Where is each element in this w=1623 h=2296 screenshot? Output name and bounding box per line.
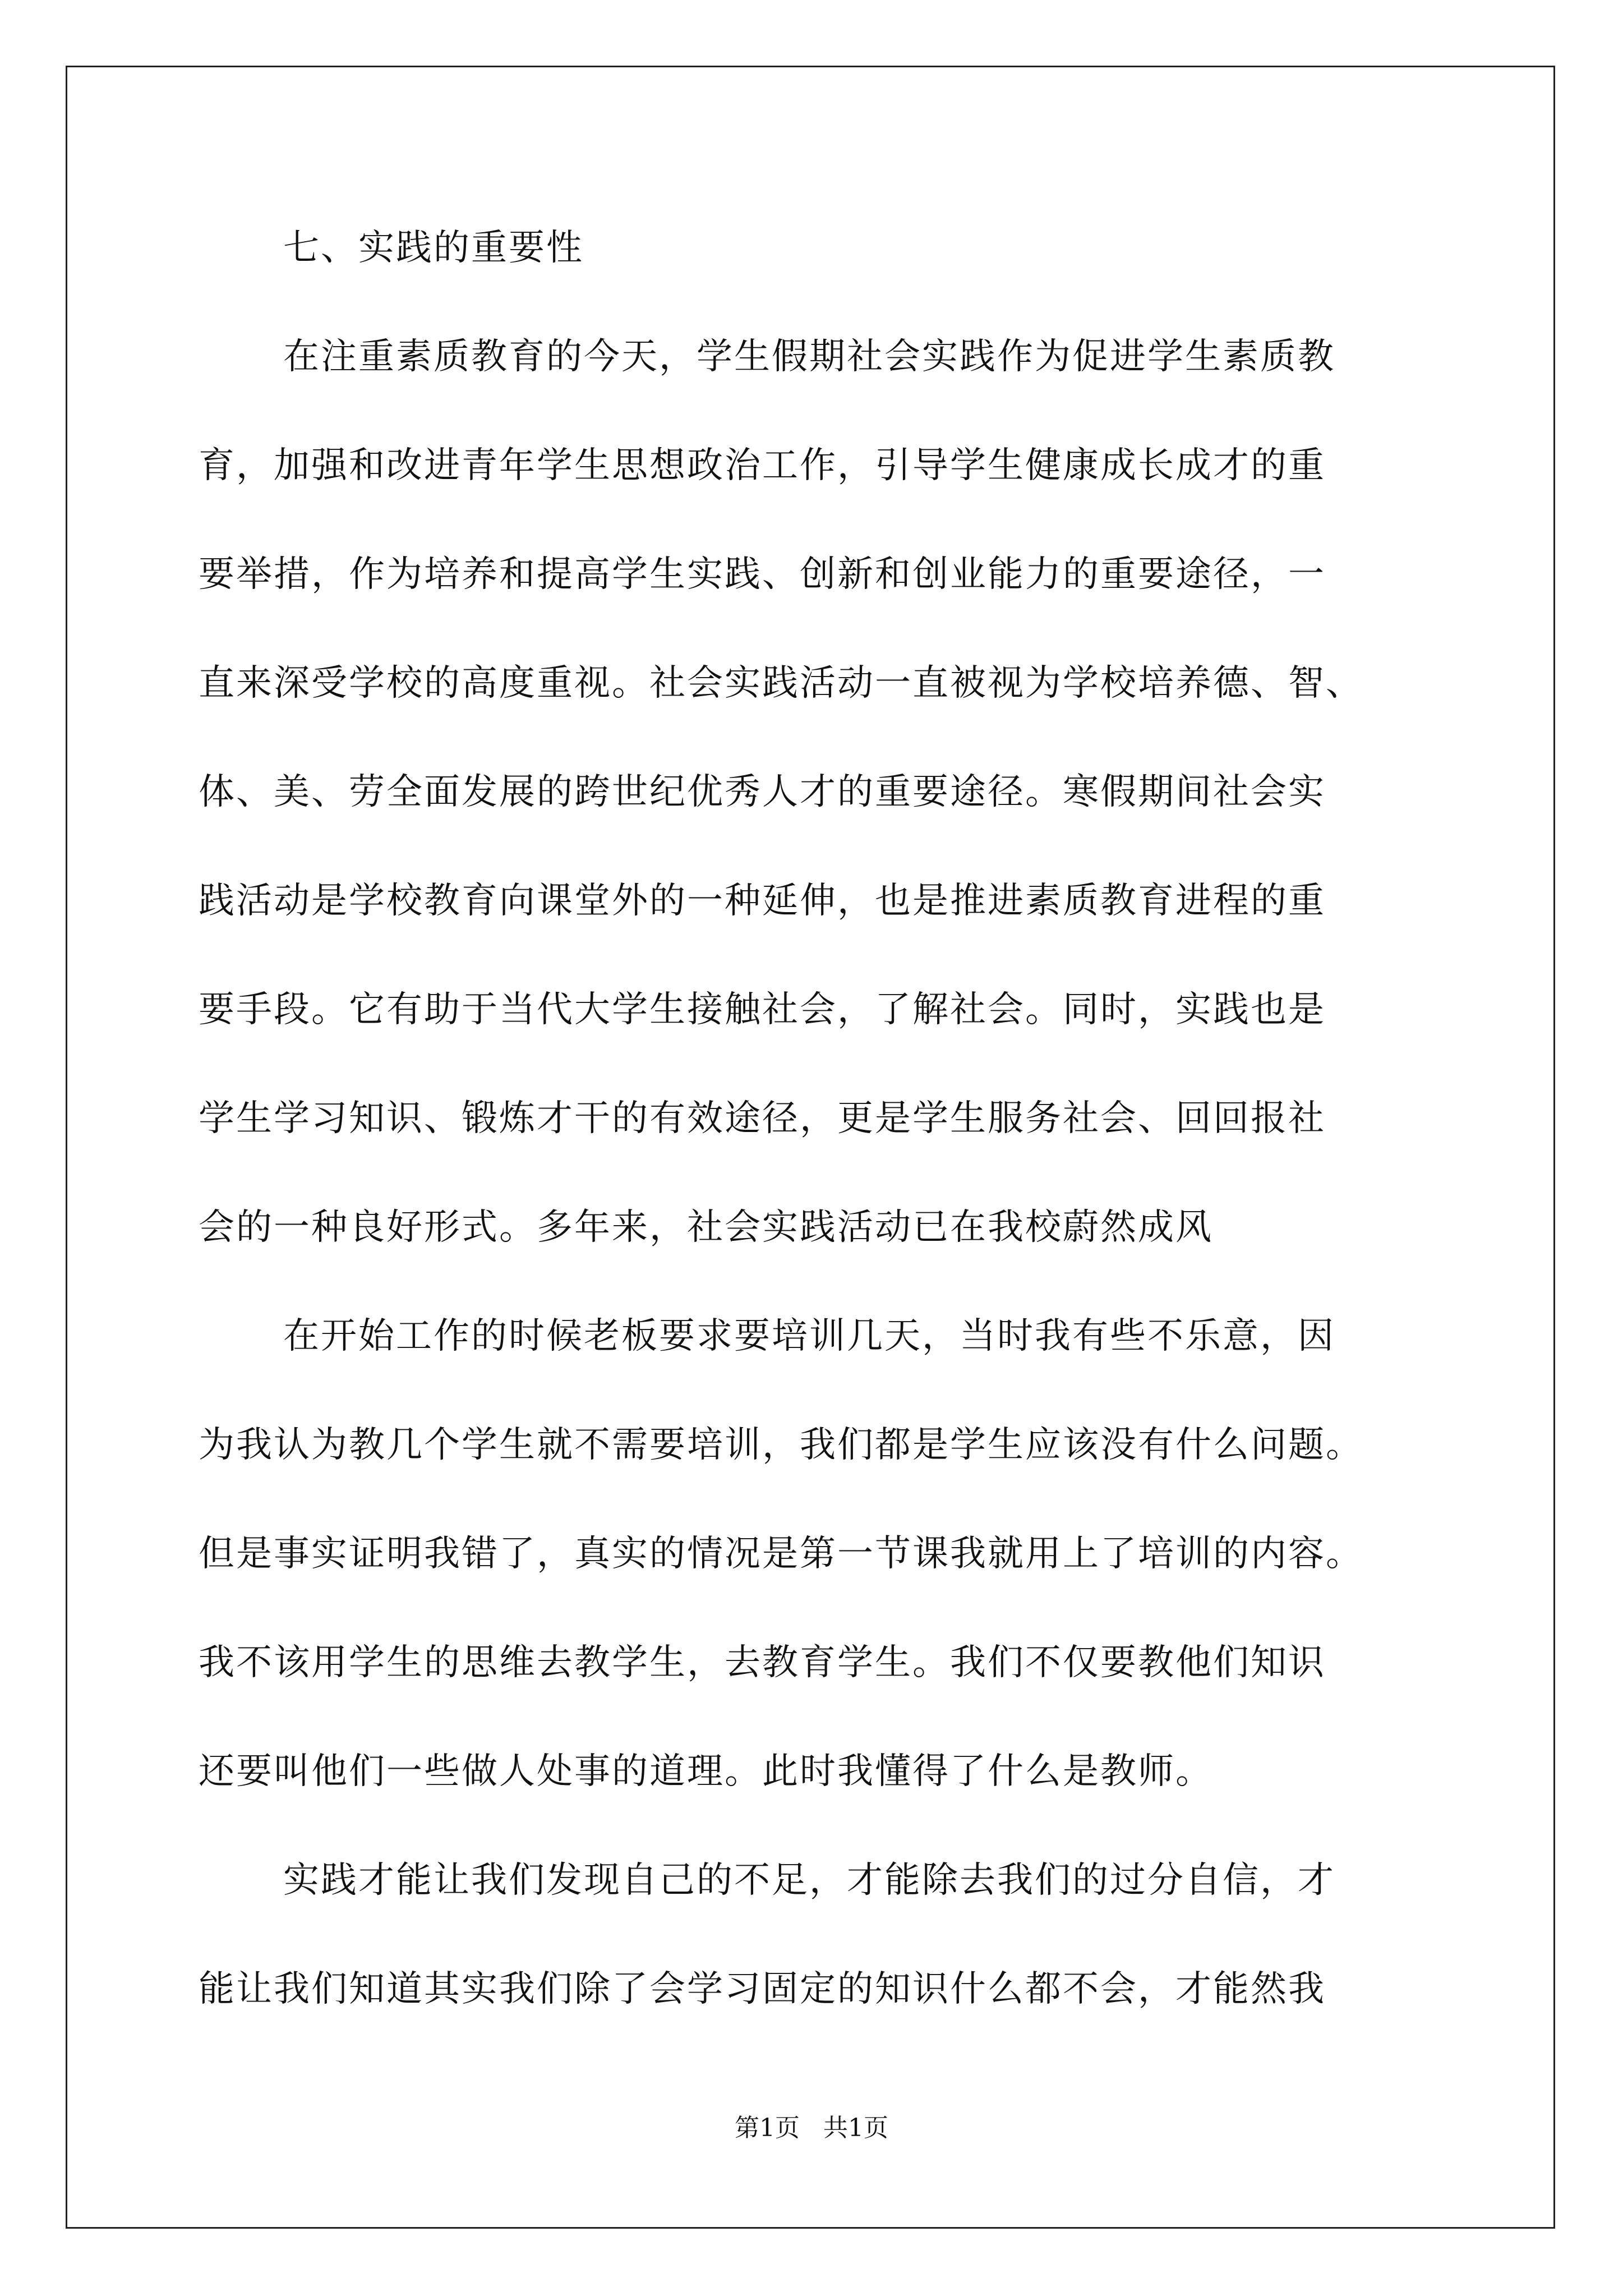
paragraph-1-line-7: 要手段。它有助于当代大学生接触社会，了解社会。同时，实践也是 [199, 989, 1326, 1030]
paragraph-1-line-4: 直来深受学校的高度重视。社会实践活动一直被视为学校培养德、智、 [199, 662, 1363, 704]
paragraph-1-line-2: 育，加强和改进青年学生思想政治工作，引导学生健康成长成才的重 [199, 445, 1326, 486]
paragraph-2-line-1: 在开始工作的时候老板要求要培训几天，当时我有些不乐意，因 [283, 1315, 1335, 1357]
section-heading: 七、实践的重要性 [283, 227, 584, 269]
paragraph-1-line-5: 体、美、劳全面发展的跨世纪优秀人才的重要途径。寒假期间社会实 [199, 771, 1326, 813]
paragraph-1-line-1: 在注重素质教育的今天，学生假期社会实践作为促进学生素质教 [283, 336, 1335, 378]
paragraph-2-line-4: 我不该用学生的思维去教学生，去教育学生。我们不仅要教他们知识 [199, 1642, 1326, 1683]
page-border [66, 66, 1555, 2229]
paragraph-3-line-2: 能让我们知道其实我们除了会学习固定的知识什么都不会，才能然我 [199, 1968, 1326, 2010]
paragraph-1-line-9: 会的一种良好形式。多年来，社会实践活动已在我校蔚然成风 [199, 1207, 1213, 1248]
paragraph-1-line-8: 学生学习知识、锻炼才干的有效途径，更是学生服务社会、回回报社 [199, 1098, 1326, 1139]
page-number-footer: 第1页 共1页 [735, 2114, 888, 2142]
paragraph-1-line-6: 践活动是学校教育向课堂外的一种延伸，也是推进素质教育进程的重 [199, 880, 1326, 922]
paragraph-2-line-2: 为我认为教几个学生就不需要培训，我们都是学生应该没有什么问题。 [199, 1424, 1363, 1466]
paragraph-1-line-3: 要举措，作为培养和提高学生实践、创新和创业能力的重要途径，一 [199, 554, 1326, 595]
paragraph-2-line-5: 还要叫他们一些做人处事的道理。此时我懂得了什么是教师。 [199, 1751, 1213, 1792]
paragraph-3-line-1: 实践才能让我们发现自己的不足，才能除去我们的过分自信，才 [283, 1860, 1335, 1901]
paragraph-2-line-3: 但是事实证明我错了，真实的情况是第一节课我就用上了培训的内容。 [199, 1533, 1363, 1575]
